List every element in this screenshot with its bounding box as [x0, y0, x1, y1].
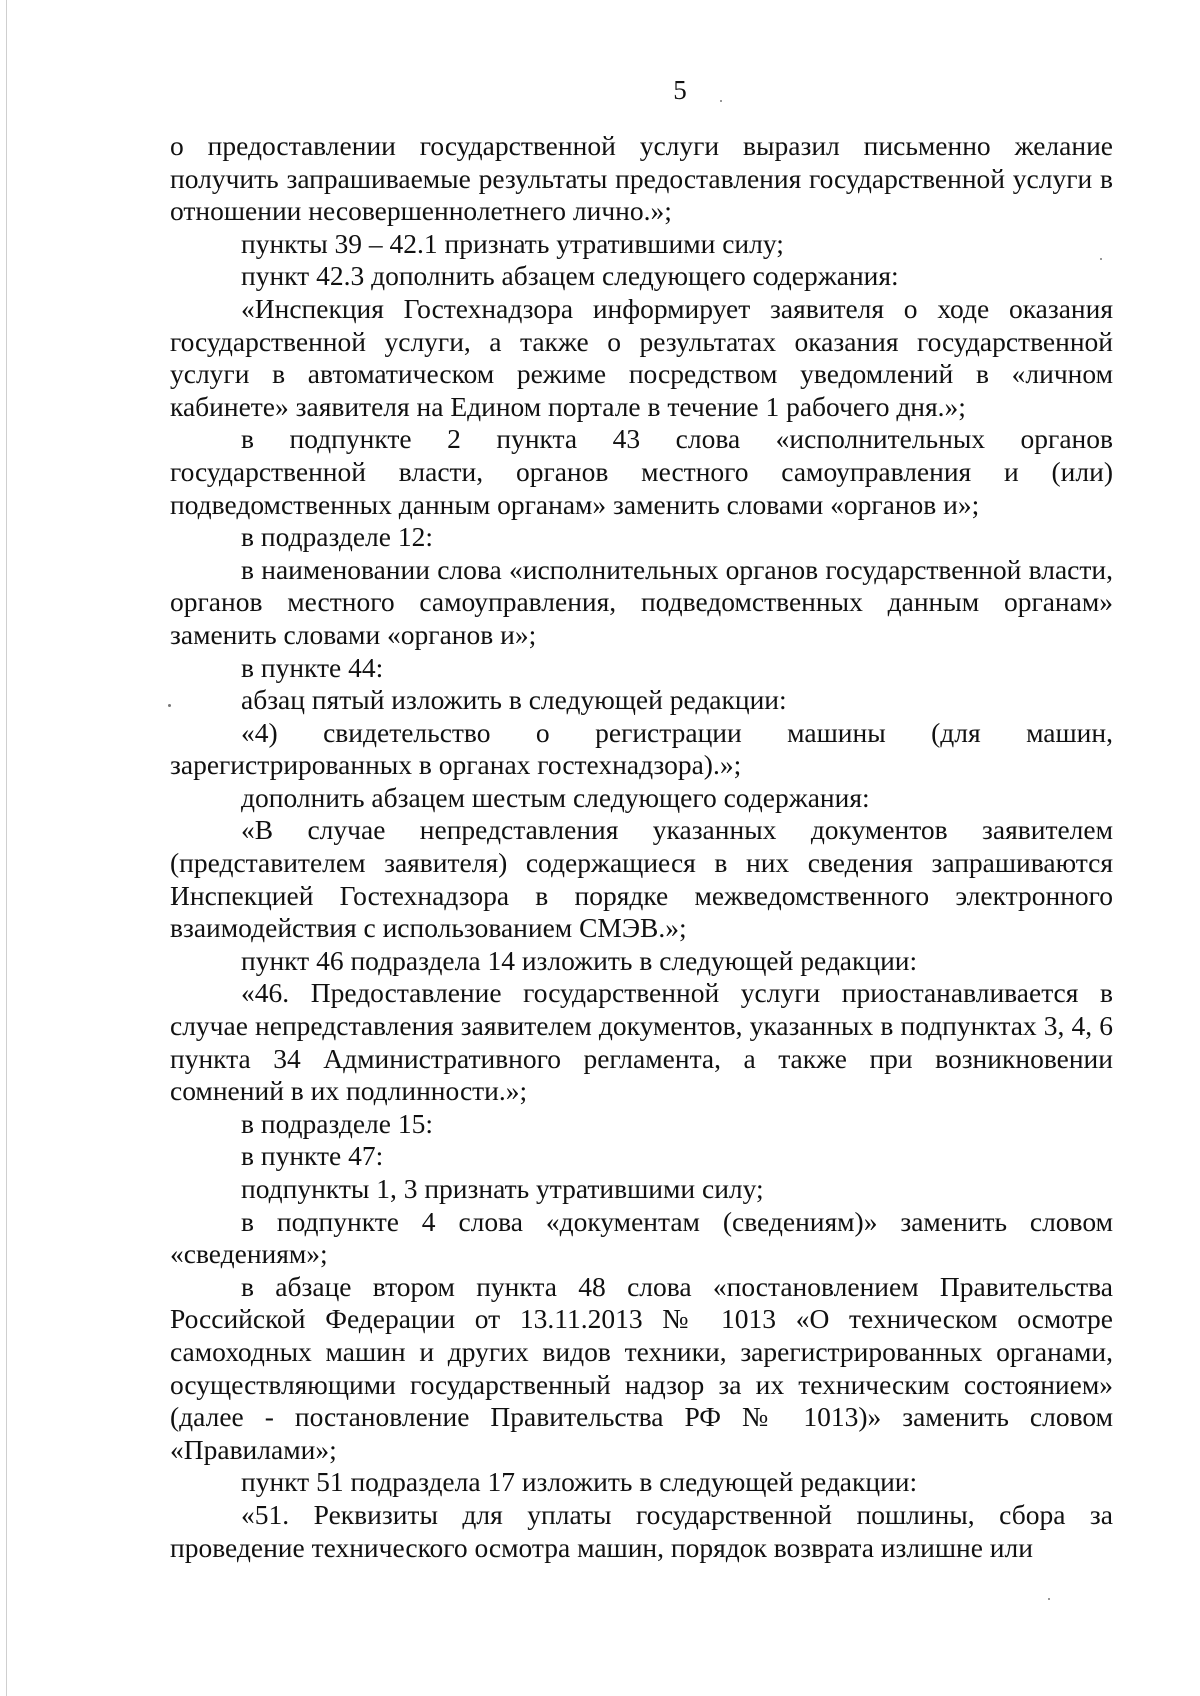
paragraph: в пункте 44:: [241, 651, 384, 683]
paragraph: в подпункте 2 пункта 43 слова «исполнительных органов государственной власти, органов местного самоуправления и (или) подведомственных данным органам» заменить словами «органов и»;: [170, 423, 1113, 520]
paragraph: в подразделе 15:: [241, 1107, 433, 1139]
scan-speck: [1048, 1598, 1050, 1600]
paragraph: пункт 51 подраздела 17 изложить в следующей редакции:: [241, 1466, 918, 1498]
paragraph: «46. Предоставление государственной услуги приостанавливается в случае непредставления заявителем документов, указанных в подпунктах 3, 4, 6 пункта 34 Административного регламента, а также при возникновении сомнений в их подлинности.»;: [170, 977, 1113, 1107]
paragraph: пункт 46 подраздела 14 изложить в следующей редакции:: [241, 944, 918, 976]
scan-speck: [720, 100, 722, 102]
page-number: 5: [673, 75, 687, 105]
paragraph: «Инспекция Гостехнадзора информирует заявителя о ходе оказания государственной услуги, а также о результатах оказания государственной услуги в автоматическом режиме посредством уведомлений в «личном кабинете» заявителя на Едином портале в течение 1 рабочего дня.»;: [170, 292, 1113, 422]
paragraph: абзац пятый изложить в следующей редакции:: [241, 684, 787, 716]
paragraph: в подразделе 12:: [241, 521, 433, 553]
paragraph: в подпункте 4 слова «документам (сведениям)» заменить словом «сведениям»;: [170, 1205, 1113, 1270]
scan-edge-line: [6, 0, 7, 1696]
paragraph: в абзаце втором пункта 48 слова «постановлением Правительства Российской Федерации от 13.11.2013 № 1013 «О техническом осмотре самоходных машин и других видов техники, зарегистрированных органами, осуществляющими государственный надзор за их техническим состоянием» (далее - постановление Правительства РФ № 1013)» заменить словом «Правилами»;: [170, 1270, 1113, 1465]
paragraph: пункт 42.3 дополнить абзацем следующего содержания:: [241, 260, 899, 292]
paragraph: «В случае непредставления указанных документов заявителем (представителем заявителя) содержащиеся в них сведения запрашиваются Инспекцией Гостехнадзора в порядке межведомственного электронного взаимодействия с использованием СМЭВ.»;: [170, 814, 1113, 944]
paragraph: в пункте 47:: [241, 1140, 384, 1172]
paragraph: в наименовании слова «исполнительных органов государственной власти, органов местного самоуправления, подведомственных данным органам» заменить словами «органов и»;: [170, 553, 1113, 650]
paragraph: пункты 39 – 42.1 признать утратившими силу;: [241, 227, 784, 259]
document-body: [170, 130, 1113, 1564]
paragraph: «51. Реквизиты для уплаты государственной пошлины, сбора за проведение технического осмотра машин, порядок возврата излишне или: [170, 1498, 1113, 1563]
paragraph-continuation: о предоставлении государственной услуги выразил письменно желание получить запрашиваемые результаты предоставления государственной услуги в отношении несовершеннолетнего лично.»;: [170, 130, 1113, 227]
scan-speck: [168, 704, 171, 707]
paragraph: подпункты 1, 3 признать утратившими силу;: [241, 1173, 764, 1204]
paragraph: дополнить абзацем шестым следующего содержания:: [241, 781, 870, 813]
scan-speck: [1100, 258, 1102, 260]
paragraph: «4) свидетельство о регистрации машины (для машин, зарегистрированных в органах гостехнадзора).»;: [170, 716, 1113, 781]
